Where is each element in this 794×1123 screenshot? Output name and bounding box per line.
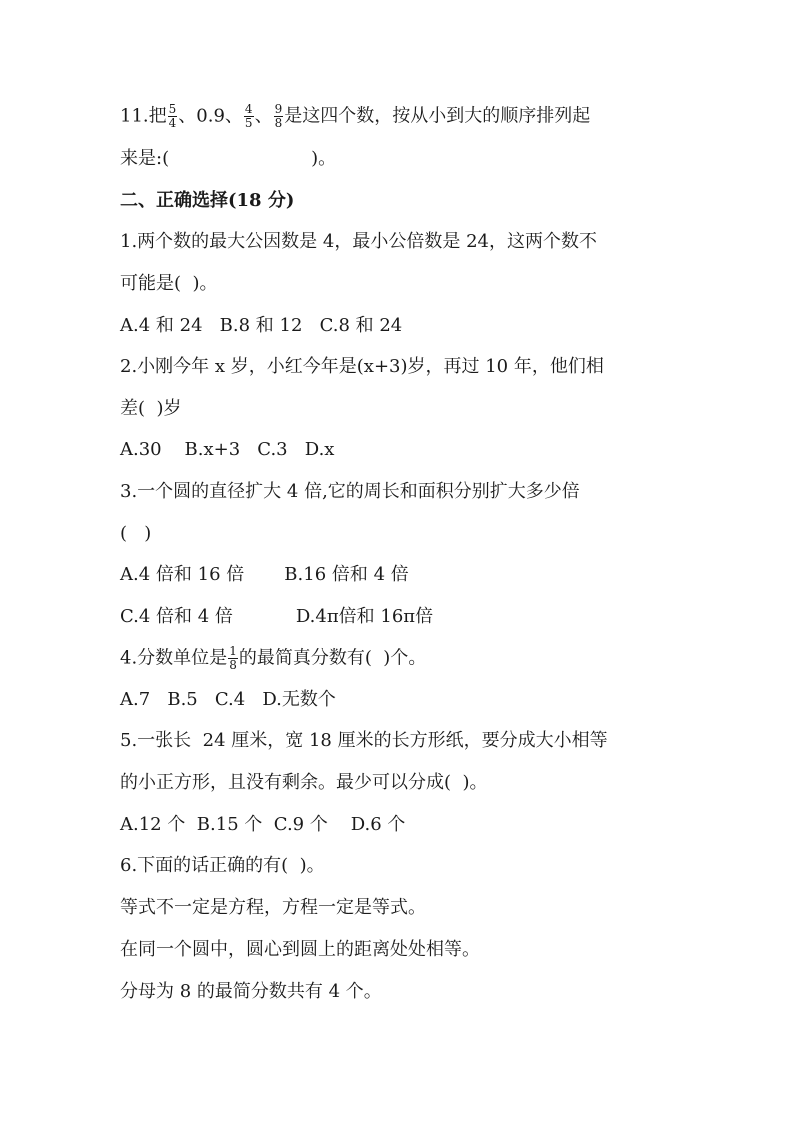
q11-line2-start: 来是:( — [120, 148, 170, 169]
q2-line1: 2.小刚今年 x 岁，小红今年是(x+3)岁，再过 10 年，他们相 — [120, 356, 604, 377]
fraction-4-5: $\frac{4}{5}$ — [244, 102, 253, 130]
q4-line1 — [120, 645, 426, 672]
q6-statement-3: 分母为 8 的最简分数共有 4 个。 — [120, 981, 382, 1002]
q4-suffix: 的最简真分数有( )个。 — [238, 647, 427, 669]
q3-options1: A.4 倍和 16 倍 B.16 倍和 4 倍 — [120, 564, 409, 585]
q5-line1: 5.一张长 24 厘米，宽 18 厘米的长方形纸，要分成大小相等 — [120, 730, 608, 751]
q1-line1: 1.两个数的最大公因数是 4，最小公倍数是 24，这两个数不 — [120, 231, 597, 252]
q2-options: A.30 B.x+3 C.3 D.x — [120, 439, 335, 460]
fraction-1-8: $\frac{1}{8}$ — [229, 644, 237, 672]
q11-line2-end: )。 — [311, 148, 337, 169]
section-heading: 二、正确选择(18 分) — [120, 190, 295, 211]
q1-options: A.4 和 24 B.8 和 12 C.8 和 24 — [120, 315, 403, 336]
q5-line2: 的小正方形，且没有剩余。最少可以分成( )。 — [120, 772, 488, 793]
fraction-5-4: $\frac{5}{4}$ — [168, 102, 177, 130]
q3-options2: C.4 倍和 4 倍 D.4π倍和 16π倍 — [120, 606, 434, 627]
q11-sep2: 、 — [254, 105, 273, 127]
q11-line2 — [120, 147, 336, 171]
q2-line2: 差( )岁 — [120, 398, 182, 419]
q4-options: A.7 B.5 C.4 D.无数个 — [120, 689, 336, 710]
q11-sep1: 、0.9、 — [178, 105, 243, 127]
q11-suffix: 是这四个数，按从小到大的顺序排列起 — [284, 105, 591, 127]
q4-prefix: 4.分数单位是 — [120, 647, 228, 669]
q6-line1: 6.下面的话正确的有( )。 — [120, 855, 325, 876]
q6-statement-1: 等式不一定是方程，方程一定是等式。 — [120, 897, 426, 918]
q6-statement-2: 在同一个圆中，圆心到圆上的距离处处相等。 — [120, 939, 480, 960]
q3-line2: ( ) — [120, 523, 152, 544]
q5-options: A.12 个 B.15 个 C.9 个 D.6 个 — [120, 814, 406, 835]
q1-line2: 可能是( )。 — [120, 273, 218, 294]
fraction-9-8: $\frac{9}{8}$ — [274, 102, 283, 130]
q3-line1: 3.一个圆的直径扩大 4 倍,它的周长和面积分别扩大多少倍 — [120, 481, 580, 502]
q11-line1 — [120, 103, 590, 130]
q11-prefix: 11.把 — [120, 105, 167, 127]
